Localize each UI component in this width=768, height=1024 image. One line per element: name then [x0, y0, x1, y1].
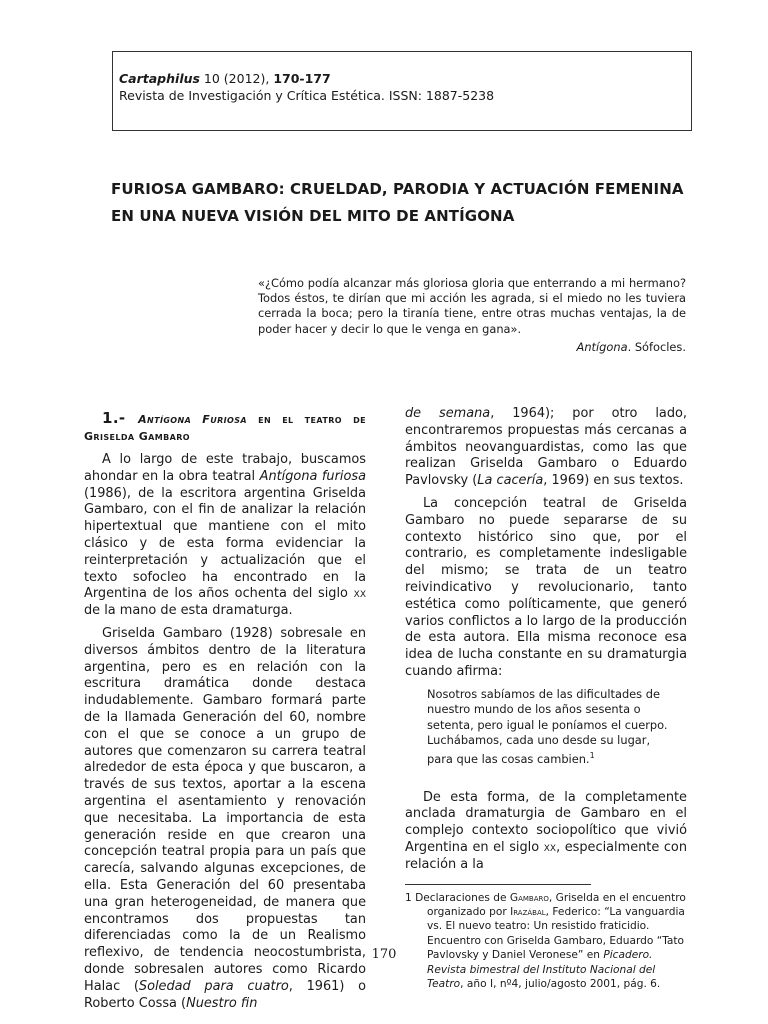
text-run: De esta forma, de la completamente anclada dramaturgia de Gambaro en el complejo contexto sociopolítico que vivió Argentina en el siglo [405, 789, 687, 855]
section-title-rest: en el teatro de Griselda Gambaro [84, 413, 366, 443]
page-number: 170 [371, 947, 397, 962]
text-run: , 1961) o Roberto Cossa ( [84, 978, 366, 1011]
footnote-divider [405, 884, 591, 885]
quote-text: Nosotros sabíamos de las dificultades de nuestro mundo de los años sesenta o setenta, pero igual le poníamos el cuerpo. Luchábamos, cada uno desde su lugar, para que las cosas cambien. [427, 686, 668, 767]
journal-name: Cartaphilus [119, 71, 200, 86]
section-title-italic: Antígona Furiosa [138, 413, 247, 426]
article-title [111, 176, 691, 230]
work-title: Soledad para cuatro [138, 978, 289, 994]
block-quote [427, 687, 687, 768]
text-run: , 1964); por otro lado, encontraremos propuestas más cercanas a ámbitos neovanguardistas, como las que realizan Griselda Gambaro o Eduardo Pavlovsky ( [405, 406, 687, 489]
text-run: , año I, nº4, julio/agosto 2001, pág. 6. [460, 978, 661, 990]
publication-title: Picadero. Revista bimestral del Instituto Nacional del Teatro [427, 949, 656, 990]
text-run: , Griselda en el encuentro organizado por [427, 891, 686, 918]
footnote-ref-link[interactable]: 1 [589, 751, 595, 761]
left-column [84, 406, 366, 1018]
author-name: Irazábal [510, 905, 546, 918]
text-run: , Federico: “La vanguardia vs. El nuevo teatro: Un resistido fraticidio. Encuentro con Griselda Gambaro, Eduardo “Tato Pavlovsky y Daniel Veronese” en [427, 905, 685, 962]
paragraph-4: La concepción teatral de Griselda Gambaro no puede separarse de su contexto histórico sino que, por el contrario, es completamente indesligable del mismo; se trata de un teatro reivindicativo y revolucionario, tanto estética como políticamente, que generó varios conflictos a lo largo de la producción de esta autora. Ella misma reconoce esa idea de lucha constante en su dramaturgia cuando afirma: [405, 495, 687, 679]
epigraph-attribution [258, 340, 686, 355]
article-title-line-2: EN UNA NUEVA VISIÓN DEL MITO DE ANTÍGONA [111, 207, 515, 225]
text-run: (1986), de la escritora argentina Griselda Gambaro, con el fin de analizar la relación hipertextual que mantiene con el mito clásico y de esta forma evidenciar la reinterpretación y actualización que el texto sofocleo ha encontrado en la Argentina de los años ochenta del siglo [84, 485, 366, 602]
text-run: Declaraciones de [411, 891, 510, 904]
work-title: Antígona furiosa [259, 468, 366, 484]
work-title: Nuestro fin [186, 995, 258, 1011]
work-title: La cacería [477, 473, 544, 489]
text-run: , especialmente con relación a la [405, 839, 687, 872]
journal-pages: 170-177 [273, 71, 331, 86]
century-numeral: xx [543, 839, 557, 855]
text-run: , 1969) en sus textos. [543, 473, 684, 489]
epigraph [258, 276, 686, 355]
text-run: de la mano de esta dramaturga. [84, 603, 293, 619]
text-run: A lo largo de este trabajo, buscamos ahondar en la obra teatral [84, 452, 366, 484]
journal-issue: 10 (2012), [199, 71, 274, 86]
epigraph-work: Antígona [576, 339, 628, 354]
section-heading [84, 410, 366, 445]
epigraph-author: . Sófocles. [627, 339, 686, 354]
journal-citation [119, 70, 691, 87]
text-run: Griselda Gambaro (1928) sobresale en diversos ámbitos dentro de la literatura argentina, pero es en relación con la escritura dramática donde destaca indudablemente. Gambaro formará parte de la llamada Generación del 60, nombre con el que se conoce a un grupo de autores que comenzaron su carrera teatral alrededor de esta época y que buscaron, a través de sus textos, aportar a la escena argentina el asentamiento y renovación que necesitaba. La importancia de esta generación reside en que crearon una concepción teatral propia para un país que carecía, salvando algunas excepciones, de ella. Esta Generación del 60 presentaba una gran heterogeneidad, de manera que encontramos dos propuestas tan diferenciadas como la de un Realismo reflexivo, de tendencia neocostumbrista, donde sobresalen autores como Ricardo Halac ( [84, 625, 366, 994]
footnote-body [405, 891, 687, 992]
epigraph-text: «¿Cómo podía alcanzar más gloriosa gloria que enterrando a mi hermano? Todos éstos, te dirían que mi acción les agrada, si el miedo no les tuviera cerrada la boca; pero la tiranía tiene, entre otras muchas ventajas, la de poder hacer y decir lo que le venga en gana». [258, 276, 686, 336]
article-title-line-1: FURIOSA GAMBARO: CRUELDAD, PARODIA Y ACTUACIÓN FEMENINA [111, 180, 684, 198]
right-column [405, 406, 687, 991]
paragraph-3 [405, 406, 687, 490]
paragraph-5 [405, 790, 687, 874]
section-number: 1.- [102, 409, 139, 427]
footnote-number: 1 [405, 891, 412, 904]
paragraph-1 [84, 452, 366, 620]
century-numeral: xx [353, 586, 366, 602]
journal-header-box [112, 51, 692, 131]
work-title: de semana [405, 406, 491, 421]
author-name: Gambaro [509, 891, 549, 904]
footnote-1 [405, 891, 687, 992]
journal-subtitle: Revista de Investigación y Crítica Estética. ISSN: 1887-5238 [119, 88, 495, 103]
